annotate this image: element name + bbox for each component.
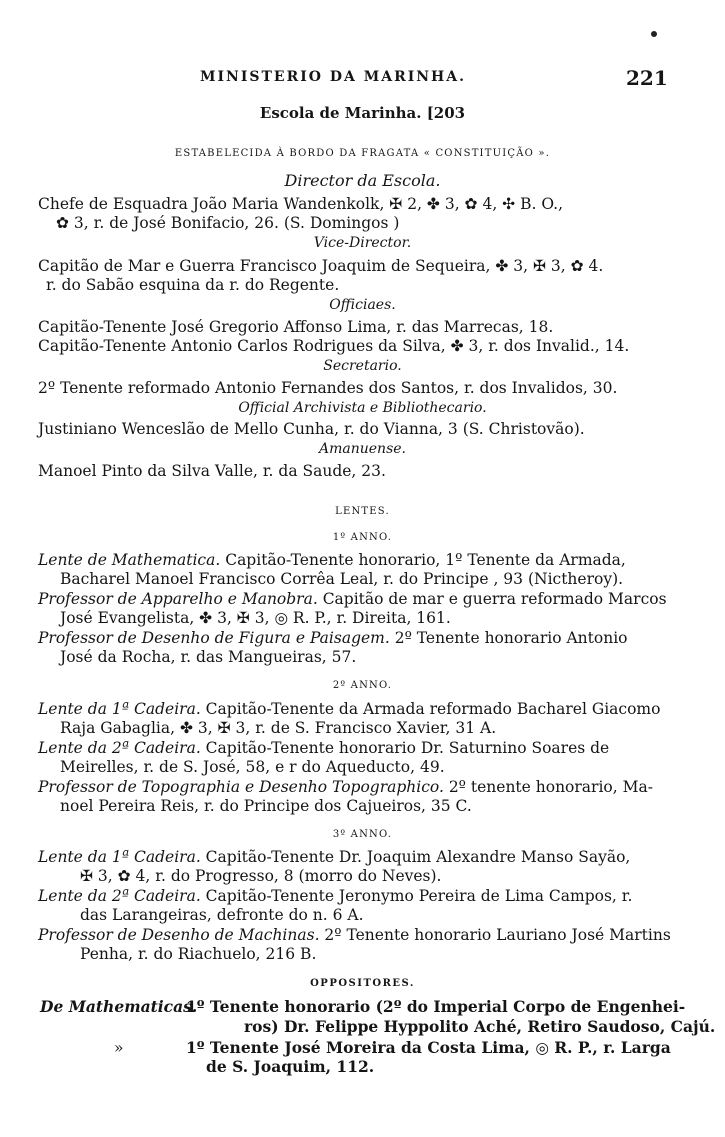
year-3-entry-2-line-2: das Larangeiras, defronte do n. 6 A.	[80, 906, 364, 924]
clerk-heading: Amanuense.	[319, 441, 406, 457]
oppositor-2-text-1: 1º Tenente José Moreira da Costa Lima, ◎ R. P., r. Larga	[186, 1038, 671, 1057]
role-label: Professor de Desenho de Machinas.	[38, 926, 320, 944]
year-3-entry-3-line-2: Penha, r. do Riachuelo, 216 B.	[80, 945, 317, 963]
entry-text: 2º Tenente honorario Lauriano José Martins	[319, 926, 671, 944]
role-label: Lente da 2ª Cadeira.	[38, 887, 201, 905]
year-1-entry-2-line-1	[38, 590, 667, 608]
year-1-entry-3-line-1	[38, 629, 628, 647]
running-title: MINISTERIO DA MARINHA.	[200, 69, 467, 85]
year-1-entry-1-line-1	[38, 551, 626, 569]
year-1-entry-2-line-2: José Evangelista, ✤ 3, ✠ 3, ◎ R. P., r. Direita, 161.	[60, 609, 451, 627]
oppositor-1-text-2: ros) Dr. Felippe Hyppolito Aché, Retiro Saudoso, Cajú.	[244, 1017, 716, 1036]
officer-2: Capitão-Tenente Antonio Carlos Rodrigues da Silva, ✤ 3, r. dos Invalid., 14.	[38, 337, 630, 355]
role-label: De Mathematicas.	[40, 997, 198, 1016]
vice-director-line-1: Capitão de Mar e Guerra Francisco Joaquim de Sequeira, ✤ 3, ✠ 3, ✿ 4.	[38, 257, 604, 275]
officers-heading: Officiaes.	[329, 297, 396, 313]
year-1-entry-1-line-2: Bacharel Manoel Francisco Corrêa Leal, r. do Principe , 93 (Nictheroy).	[60, 570, 624, 588]
section-title: Escola de Marinha. [203	[259, 104, 466, 122]
vice-director-line-2: r. do Sabão esquina da r. do Regente.	[46, 276, 340, 294]
archivist-line: Justiniano Wenceslão de Mello Cunha, r. do Vianna, 3 (S. Christovão).	[38, 420, 585, 438]
ditto-mark: »	[114, 1039, 124, 1057]
secretary-heading: Secretario.	[323, 358, 402, 374]
lentes-heading: LENTES.	[335, 506, 390, 517]
year-2-entry-3-line-2: noel Pereira Reis, r. do Principe dos Cajueiros, 35 C.	[60, 797, 472, 815]
year-3-entry-2-line-1	[38, 887, 632, 905]
entry-text: Capitão-Tenente Dr. Joaquim Alexandre Manso Sayão,	[200, 848, 631, 866]
secretary-line: 2º Tenente reformado Antonio Fernandes dos Santos, r. dos Invalidos, 30.	[38, 379, 618, 397]
year-2-entry-2-line-1	[38, 739, 609, 757]
role-label: Lente da 1ª Cadeira.	[38, 848, 201, 866]
officer-1: Capitão-Tenente José Gregorio Affonso Lima, r. das Marrecas, 18.	[38, 318, 554, 336]
vice-director-heading: Vice-Director.	[313, 235, 412, 251]
year-3-heading: 3º ANNO.	[332, 829, 393, 840]
year-3-entry-1-line-1	[38, 848, 630, 866]
year-2-entry-1-line-2: Raja Gabaglia, ✤ 3, ✠ 3, r. de S. Francisco Xavier, 31 A.	[60, 719, 497, 737]
role-label: Lente da 1ª Cadeira.	[38, 700, 201, 718]
entry-text: Capitão-Tenente da Armada reformado Bacharel Giacomo	[200, 700, 661, 718]
year-2-entry-1-line-1	[38, 700, 660, 718]
oppositor-1-line-1	[40, 998, 197, 1016]
oppositor-2-text-2: de S. Joaquim, 112.	[206, 1057, 375, 1076]
role-label: Professor de Topographia e Desenho Topographico.	[38, 778, 444, 796]
page-number: 221	[626, 66, 668, 90]
year-3-entry-3-line-1	[38, 926, 671, 944]
entry-text: 2º tenente honorario, Ma-	[443, 778, 653, 796]
oppositor-1-text-1: 1º Tenente honorario (2º do Imperial Corpo de Engenhei-	[186, 997, 686, 1016]
role-label: Professor de Apparelho e Manobra.	[38, 590, 318, 608]
director-line-2: ✿ 3, r. de José Bonifacio, 26. (S. Domingos )	[56, 214, 400, 232]
year-3-entry-1-line-2: ✠ 3, ✿ 4, r. do Progresso, 8 (morro do Neves).	[80, 867, 442, 885]
entry-text: Capitão-Tenente honorario Dr. Saturnino Soares de	[200, 739, 610, 757]
year-1-heading: 1º ANNO.	[332, 532, 393, 543]
year-2-heading: 2º ANNO.	[332, 680, 393, 691]
year-2-entry-2-line-2: Meirelles, r. de S. José, 58, e r do Aqueducto, 49.	[60, 758, 445, 776]
clerk-line: Manoel Pinto da Silva Valle, r. da Saude, 23.	[38, 462, 386, 480]
archivist-heading: Official Archivista e Bibliothecario.	[238, 400, 487, 416]
entry-text: Capitão-Tenente honorario, 1º Tenente da Armada,	[220, 551, 626, 569]
section-subtitle: ESTABELECIDA À BORDO DA FRAGATA « CONSTITUIÇÃO ».	[174, 148, 551, 159]
role-label: Professor de Desenho de Figura e Paisagem.	[38, 629, 390, 647]
role-label: Lente de Mathematica.	[38, 551, 221, 569]
director-line-1: Chefe de Esquadra João Maria Wandenkolk, ✠ 2, ✤ 3, ✿ 4, ✣ B. O.,	[38, 195, 563, 213]
entry-text: Capitão-Tenente Jeronymo Pereira de Lima Campos, r.	[200, 887, 633, 905]
entry-text: 2º Tenente honorario Antonio	[389, 629, 628, 647]
year-1-entry-3-line-2: José da Rocha, r. das Mangueiras, 57.	[60, 648, 357, 666]
oppositores-heading: OPPOSITORES.	[310, 978, 415, 989]
year-2-entry-3-line-1	[38, 778, 653, 796]
entry-text: Capitão de mar e guerra reformado Marcos	[317, 590, 667, 608]
ink-speck	[651, 31, 657, 37]
role-label: Lente da 2ª Cadeira.	[38, 739, 201, 757]
director-heading: Director da Escola.	[284, 171, 441, 190]
